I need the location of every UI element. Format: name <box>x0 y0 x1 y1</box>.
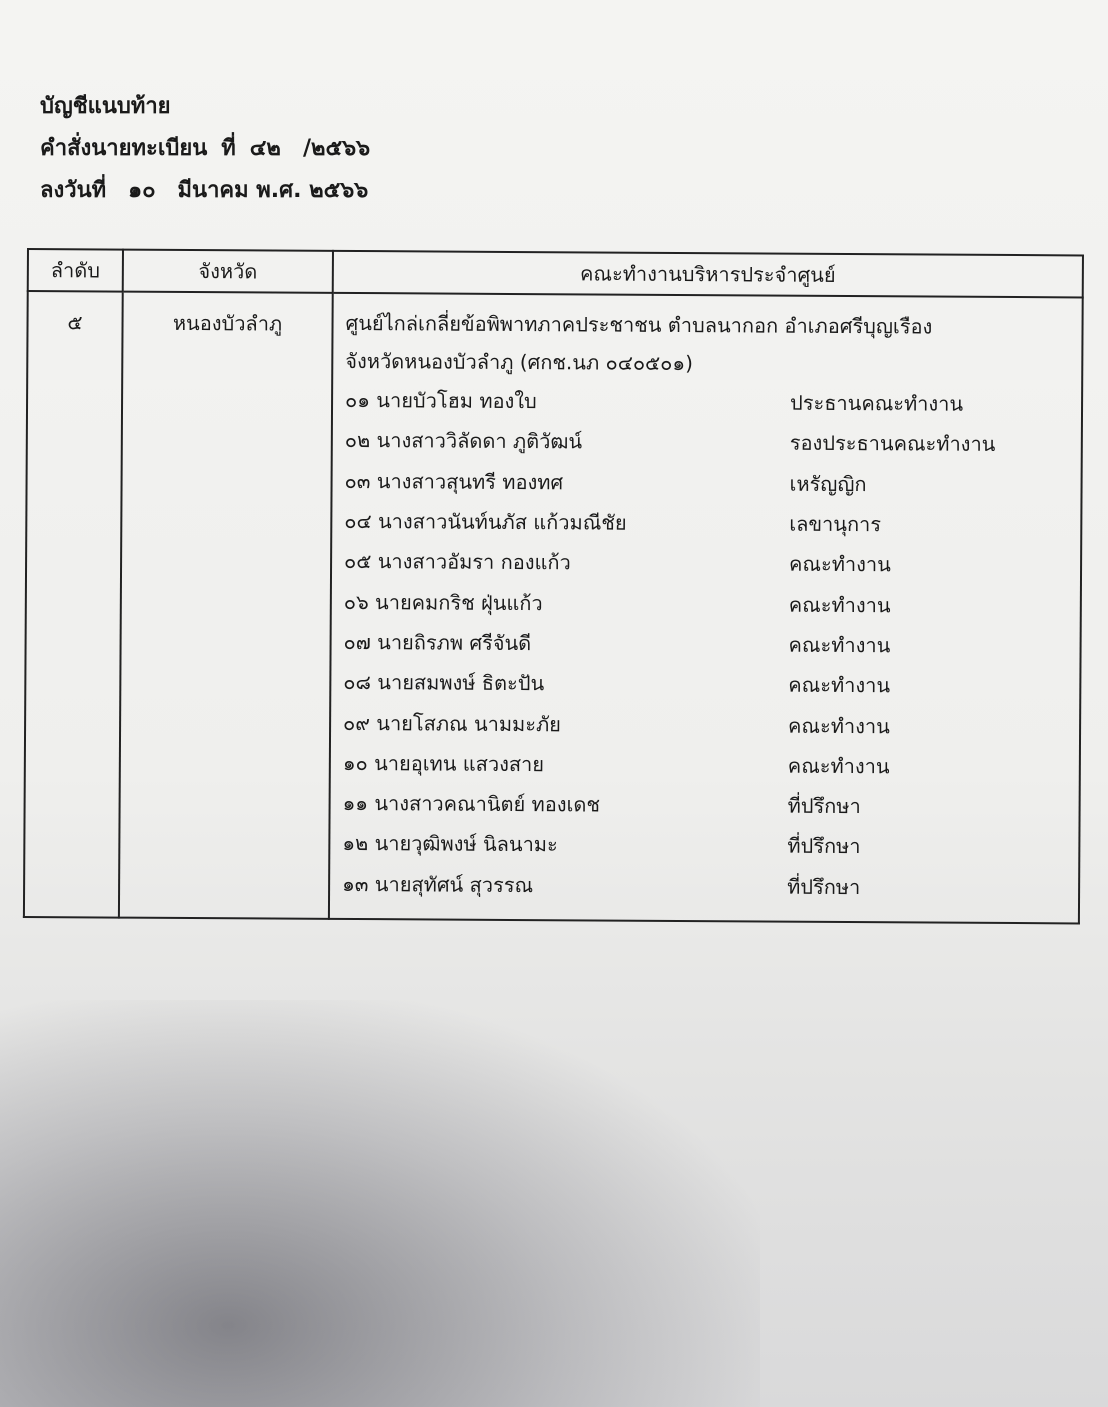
member-name: ๑๑ นางสาวคณานิตย์ ทองเดช <box>342 791 601 817</box>
column-header-committee: คณะทำงานบริหารประจำศูนย์ <box>333 251 1083 298</box>
order-label: คำสั่งนายทะเบียน <box>40 136 208 161</box>
member-row <box>345 420 1071 465</box>
member-name: ๐๕ นางสาวอัมรา กองแก้ว <box>344 549 571 575</box>
member-role: คณะทำงาน <box>788 672 891 698</box>
committee-table <box>23 248 1084 924</box>
member-name: ๑๓ นายสุทัศน์ สุวรรณ <box>342 871 534 897</box>
row-seq: ๕ <box>24 291 123 917</box>
member-row <box>344 541 1070 586</box>
date-rest: มีนาคม พ.ศ. ๒๕๖๖ <box>177 178 369 203</box>
member-name: ๐๙ นายโสภณ นามมะภัย <box>343 710 561 736</box>
member-row <box>343 743 1069 788</box>
center-name-line-2: จังหวัดหนองบัวลำภู (ศกช.นภ ๐๔๐๕๐๑) <box>345 348 694 376</box>
member-row <box>344 581 1070 626</box>
order-year: /๒๕๖๖ <box>302 136 371 161</box>
member-role: คณะทำงาน <box>787 753 890 779</box>
column-header-province: จังหวัด <box>123 250 333 293</box>
member-role: คณะทำงาน <box>788 713 890 738</box>
member-name: ๐๒ นางสาววิลัดดา ภูติวัฒน์ <box>344 428 583 454</box>
member-role: ที่ปรึกษา <box>787 793 861 819</box>
row-committee <box>329 293 1083 923</box>
member-row <box>345 380 1071 425</box>
member-row <box>342 783 1068 828</box>
member-role: เหรัญญิก <box>789 471 867 496</box>
member-role: คณะทำงาน <box>789 551 891 577</box>
member-row <box>343 702 1069 747</box>
member-name: ๐๑ นายบัวโฮม ทองใบ <box>345 388 537 414</box>
date-line <box>40 170 370 212</box>
member-name: ๐๗ นายถิรภพ ศรีจันดี <box>343 629 532 656</box>
member-name: ๑๒ นายวุฒิพงษ์ นิลนามะ <box>342 831 558 857</box>
table-header-row <box>28 249 1083 297</box>
member-role: คณะทำงาน <box>788 592 891 617</box>
row-province: หนองบัวลำภู <box>119 292 333 919</box>
member-role: ที่ปรึกษา <box>787 834 861 859</box>
date-day: ๑๐ <box>128 178 156 203</box>
document-header <box>40 86 370 212</box>
member-name: ๐๖ นายคมกริช ฝุ่นแก้ว <box>343 589 543 615</box>
member-row <box>343 662 1069 707</box>
header-title: บัญชีแนบท้าย <box>40 94 171 119</box>
member-role: ที่ปรึกษา <box>787 874 861 899</box>
member-name: ๐๘ นายสมพงษ์ ธิตะปัน <box>343 670 545 696</box>
member-row <box>344 501 1070 546</box>
photo-shadow <box>0 1000 760 1407</box>
member-row <box>344 461 1070 506</box>
member-row <box>342 823 1068 868</box>
member-row <box>343 622 1069 667</box>
member-name: ๐๔ นางสาวนันท์นภัส แก้วมณีชัย <box>344 508 627 535</box>
column-header-seq: ลำดับ <box>28 249 123 292</box>
date-label: ลงวันที่ <box>40 178 107 203</box>
order-line <box>40 128 370 170</box>
member-role: รองประธานคณะทำงาน <box>789 431 996 457</box>
member-row <box>342 863 1068 908</box>
member-name: ๑๐ นายอุเทน แสวงสาย <box>342 750 545 776</box>
order-number: ๔๒ <box>249 136 281 161</box>
center-name-line-1: ศูนย์ไกล่เกลี่ยข้อพิพาทภาคประชาชน ตำบลนากอก อำเภอศรีบุญเรือง <box>345 310 933 339</box>
member-role: เลขานุการ <box>789 511 882 537</box>
member-name: ๐๓ นางสาวสุนทรี ทองทศ <box>344 468 564 495</box>
order-no-label: ที่ <box>221 136 236 161</box>
member-role: ประธานคณะทำงาน <box>789 390 964 416</box>
member-list <box>342 380 1071 908</box>
table-row <box>24 291 1083 923</box>
member-role: คณะทำงาน <box>788 632 891 658</box>
